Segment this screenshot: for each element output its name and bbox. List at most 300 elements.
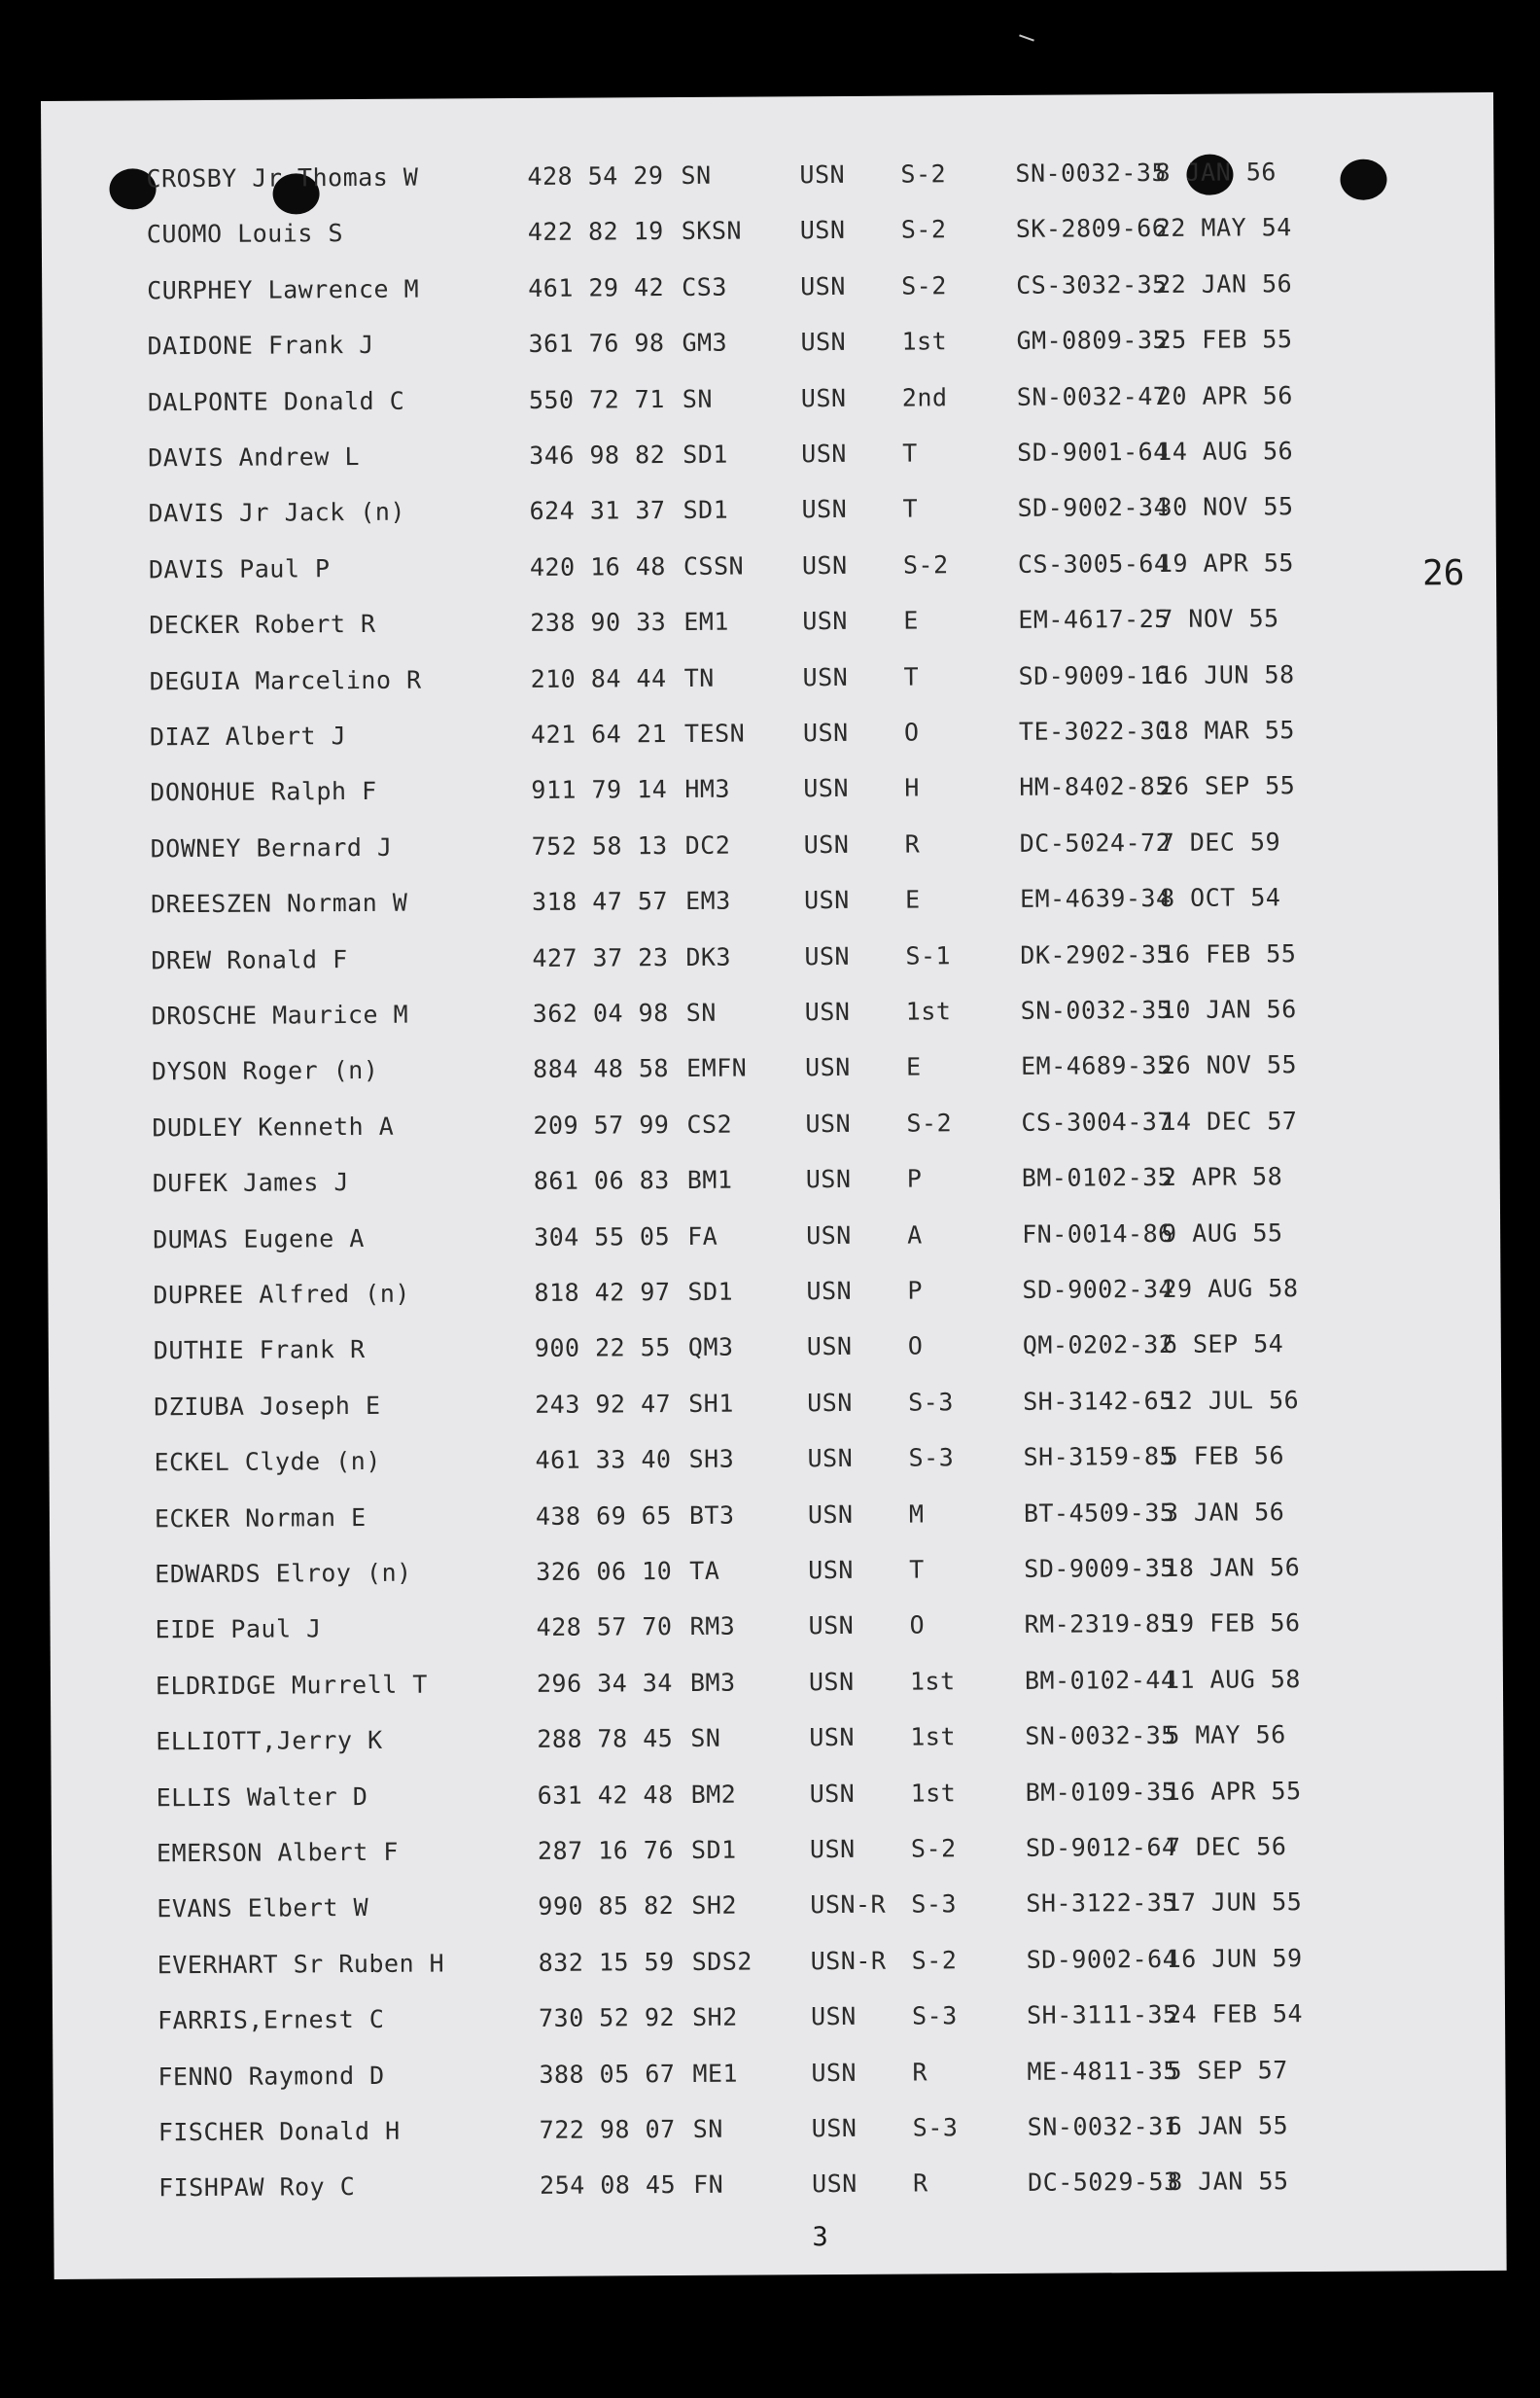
rate: ME1 [692,2059,739,2088]
side-page-mark: 26 [1421,553,1465,594]
date: 7 NOV 55 [1158,604,1279,634]
billet-code: SN-0032-35 [1020,995,1172,1025]
rate: SH2 [691,1891,738,1921]
service-number: 210 84 44 [530,663,667,693]
billet-code: EM-4639-34 [1019,884,1172,914]
billet-code: SK-2809-66 [1015,214,1168,244]
member-name: DROSCHE Maurice M [151,1000,409,1031]
member-name: CURPHEY Lawrence M [147,274,420,305]
roster-row [52,1831,1504,1879]
roster-row [53,2110,1506,2158]
category: S-2 [910,1834,957,1863]
roster-row [45,770,1497,818]
rate: SD1 [687,1277,734,1306]
billet-code: QM-0202-32 [1022,1330,1174,1360]
category: T [902,494,919,523]
component: USN [800,271,846,301]
rate: SN [690,1723,721,1753]
category: 1st [910,1778,957,1808]
service-number: 362 04 98 [532,999,669,1028]
billet-code: CS-3032-35 [1016,269,1168,300]
member-name: EDWARDS Elroy (n) [155,1558,412,1589]
member-name: ECKEL Clyde (n) [154,1447,381,1477]
member-name: DOWNEY Bernard J [150,832,393,864]
service-number: 752 58 13 [531,830,668,861]
date: 16 APR 55 [1165,1776,1302,1806]
component: USN [805,1165,852,1194]
service-number: 861 06 83 [533,1166,670,1196]
member-name: DEGUIA Marcelino R [149,665,422,695]
rate: HM3 [684,775,731,804]
member-name: DREW Ronald F [151,944,348,974]
date: 20 APR 56 [1156,380,1293,410]
member-name: DAVIS Andrew L [148,442,361,473]
billet-code: ME-4811-35 [1027,2056,1178,2086]
service-number: 388 05 67 [539,2059,676,2089]
rate: EM3 [684,886,731,916]
rate: SD1 [682,440,728,469]
billet-code: SD-9002-34 [1022,1274,1174,1304]
component: USN [806,1332,853,1361]
category: S-2 [900,215,947,244]
rate: BM2 [690,1780,737,1809]
date: 26 NOV 55 [1160,1050,1298,1080]
component: USN [803,829,850,860]
component: USN [800,383,847,412]
date: 18 MAR 55 [1158,716,1296,745]
category: S-3 [908,1443,955,1472]
date: 7 DEC 56 [1165,1832,1287,1861]
component: USN-R [810,1890,887,1920]
component: USN [807,1444,854,1473]
member-name: DUDLEY Kenneth A [152,1111,395,1143]
rate: CSSN [682,551,745,581]
roster-row [46,937,1498,985]
roster-row [47,994,1499,1041]
date: 5 MAY 56 [1165,1720,1286,1750]
component: USN [799,159,846,190]
date: 3 JAN 56 [1163,1497,1285,1527]
roster-row [43,379,1495,427]
service-number: 428 54 29 [527,161,664,191]
date: 22 MAY 54 [1155,213,1292,243]
roster-row [45,658,1497,706]
date: 19 APR 55 [1157,547,1294,578]
member-name: CUOMO Louis S [146,219,344,249]
roster-row [50,1496,1502,1543]
billet-code: SN-0032-35 [1015,158,1168,188]
service-number: 296 34 34 [536,1668,674,1698]
member-name: DUFEK James J [152,1168,350,1198]
component: USN [806,1276,853,1306]
service-number: 421 64 21 [530,720,668,749]
category: P [907,1276,924,1305]
service-number: 361 76 98 [528,329,665,359]
category: S-2 [902,550,949,580]
rate: FA [687,1221,718,1251]
billet-code: SD-9009-16 [1018,660,1171,690]
service-number: 818 42 97 [534,1278,671,1307]
rate: SDS2 [691,1947,753,1976]
member-name: DECKER Robert R [149,610,376,640]
date: 14 DEC 57 [1161,1106,1298,1136]
billet-code: SH-3159-85 [1023,1442,1175,1472]
billet-code: SN-0032-31 [1027,2111,1179,2141]
date: 16 JUN 59 [1166,1943,1303,1973]
roster-row [46,882,1498,930]
service-number: 427 37 23 [532,942,669,972]
service-number: 884 48 58 [533,1054,670,1084]
billet-code: SD-9002-64 [1026,1944,1178,1974]
billet-code: BM-0109-35 [1025,1777,1177,1807]
date: 12 JUL 56 [1163,1385,1300,1415]
component: USN [801,550,848,581]
component: USN [807,1499,854,1529]
component: USN [807,1388,853,1418]
service-number: 428 57 70 [536,1612,673,1642]
category: O [903,718,920,747]
roster-row [49,1440,1501,1488]
date: 8 OCT 54 [1159,883,1281,913]
billet-code: SD-9012-64 [1025,1832,1177,1862]
rate: SKSN [681,216,743,246]
service-number: 420 16 48 [529,551,666,582]
member-name: ECKER Norman E [154,1502,367,1533]
roster-row [47,1049,1499,1097]
roster-row [49,1328,1501,1376]
roster-row [52,1943,1505,1991]
category: P [906,1164,923,1193]
service-number: 550 72 71 [528,384,665,414]
category: 1st [909,1667,956,1696]
billet-code: CS-3005-64 [1017,548,1170,579]
rate: GM3 [682,328,728,358]
member-name: DIAZ Albert J [149,722,347,752]
film-edge-mark [1019,34,1034,41]
component: USN [804,997,851,1027]
category: R [912,2058,928,2087]
service-number: 238 90 33 [530,608,667,638]
service-number: 243 92 47 [535,1389,672,1419]
roster-row [44,491,1496,539]
category: S-3 [911,1889,958,1919]
rate: EM1 [683,607,730,637]
rate: DK3 [685,942,732,971]
category: T [902,439,918,468]
member-name: EVERHART Sr Ruben H [157,1949,445,1980]
category: M [908,1499,925,1529]
component: USN [803,774,850,803]
member-name: ELLIS Walter D [156,1781,368,1812]
component: USN [809,1834,856,1864]
roster-row [49,1385,1501,1432]
member-name: DUMAS Eugene A [153,1223,365,1253]
date: 7 DEC 59 [1159,828,1281,857]
service-number: 631 42 48 [537,1780,674,1810]
billet-code: SD-9002-34 [1017,493,1170,523]
category: S-2 [900,159,947,189]
billet-code: DC-5029-53 [1028,2168,1179,2198]
date: 9 AUG 55 [1162,1217,1283,1248]
roster-row [53,2166,1506,2213]
roster-row [48,1217,1500,1264]
component: USN [804,941,851,970]
category: S-2 [906,1109,953,1138]
rate: TA [689,1556,720,1585]
member-name: EVANS Elbert W [157,1893,369,1923]
billet-code: GM-0809-35 [1016,326,1169,356]
member-name: DREESZEN Norman W [150,888,408,919]
service-number: 209 57 99 [533,1110,670,1140]
service-number: 461 33 40 [535,1445,672,1475]
service-number: 624 31 37 [529,496,666,526]
rate: SD1 [682,496,729,525]
roster-row [52,1998,1505,2046]
service-number: 318 47 57 [531,887,669,917]
rate: DC2 [684,830,731,860]
component: USN [810,2002,857,2031]
date: 19 FEB 56 [1164,1608,1301,1639]
roster-row [48,1161,1500,1209]
roster-row [42,212,1494,260]
service-number: 990 85 82 [538,1891,675,1922]
component: USN [799,216,846,245]
roster-row [51,1719,1503,1767]
billet-code: EM-4689-35 [1020,1051,1172,1081]
roster-row [52,2054,1505,2101]
date: 2 APR 58 [1161,1162,1283,1192]
rate: CS3 [682,272,727,301]
service-number: 438 69 65 [535,1500,672,1531]
date: 22 JAN 56 [1156,268,1293,299]
roster-row [43,436,1495,483]
component: USN [802,607,849,636]
service-number: 900 22 55 [534,1333,671,1363]
member-name: DZIUBA Joseph E [154,1391,381,1422]
category: O [907,1331,924,1360]
member-name: EMERSON Albert F [156,1837,399,1868]
member-name: DUTHIE Frank R [153,1335,366,1365]
roster-row [47,1106,1499,1153]
billet-code: HM-8402-85 [1019,772,1171,802]
date: 10 JAN 56 [1160,995,1297,1024]
billet-code: BT-4509-35 [1023,1498,1175,1528]
member-name: DYSON Roger (n) [152,1056,379,1086]
date: 30 NOV 55 [1157,492,1294,522]
date: 24 FEB 54 [1166,1999,1304,2029]
category: S-1 [905,940,952,970]
component: USN [812,2169,858,2199]
component: USN [806,1220,852,1250]
roster-row [45,715,1497,762]
rate: QM3 [687,1333,734,1362]
roster-row [42,268,1494,316]
component: USN [801,495,848,524]
component: USN [809,1723,856,1752]
category: 1st [905,997,952,1026]
category: T [903,662,920,691]
roster-row [48,1273,1500,1321]
billet-code: SD-9009-35 [1024,1553,1175,1583]
component: USN [803,886,850,915]
rate: BM1 [686,1165,733,1195]
service-number: 422 82 19 [527,217,664,247]
date: 6 JAN 55 [1167,2111,1289,2140]
roster-row [51,1607,1503,1655]
service-number: 326 06 10 [536,1557,673,1586]
member-name: DUPREE Alfred (n) [153,1279,410,1310]
billet-code: SH-3122-35 [1026,1888,1177,1919]
component: USN-R [810,1946,887,1975]
component: USN [808,1555,854,1585]
rate: SN [685,998,717,1027]
service-number: 722 98 07 [539,2115,676,2144]
rate: SN [682,384,714,413]
date: 8 JAN 56 [1155,158,1277,187]
billet-code: BM-0102-35 [1021,1163,1173,1193]
member-name: ELDRIDGE Murrell T [155,1670,428,1701]
roster-row [42,324,1494,371]
category: S-2 [911,1946,958,1975]
rate: BT3 [688,1500,735,1530]
rate: CS2 [686,1110,733,1139]
date: 8 JAN 55 [1168,2167,1289,2197]
category: S-3 [912,2113,959,2142]
roster-row [52,1775,1504,1822]
member-name: FENNO Raymond D [158,2061,385,2091]
rate: SH1 [688,1389,734,1418]
date: 5 FEB 56 [1163,1441,1285,1471]
billet-code: RM-2319-85 [1024,1609,1176,1640]
roster-row [51,1664,1503,1711]
component: USN [805,1109,852,1139]
component: USN [808,1611,855,1640]
date: 14 AUG 56 [1157,437,1294,466]
billet-code: TE-3022-30 [1018,716,1171,746]
date: 11 AUG 58 [1164,1664,1301,1694]
category: S-3 [908,1388,954,1417]
category: E [905,1052,922,1081]
member-name: DAVIS Paul P [148,553,331,584]
roster-list [41,92,1493,2203]
billet-code: SN-0032-47 [1016,381,1169,411]
member-name: EIDE Paul J [155,1614,322,1644]
date: 26 SEP 55 [1159,771,1296,801]
member-name: DONOHUE Ralph F [150,777,377,807]
date: 17 JUN 55 [1166,1887,1303,1918]
roster-row [44,603,1496,651]
rate: SN [681,160,712,190]
service-number: 346 98 82 [529,441,666,470]
service-number: 461 29 42 [528,272,665,302]
date: 18 JAN 56 [1164,1553,1301,1582]
rate: EMFN [686,1053,748,1083]
billet-code: BM-0102-44 [1024,1665,1176,1695]
billet-code: SN-0032-35 [1025,1721,1176,1751]
roster-row [44,547,1496,595]
billet-code: SH-3111-35 [1026,2000,1178,2030]
document-page [41,92,1507,2279]
service-number: 730 52 92 [538,2003,676,2033]
component: USN [811,2058,858,2087]
service-number: 304 55 05 [534,1221,671,1252]
rate: TN [683,663,715,692]
billet-code: EM-4617-25 [1018,605,1170,635]
member-name: DAVIS Jr Jack (n) [148,498,406,528]
rate: RM3 [689,1612,736,1641]
member-name: FARRIS,Ernest C [157,2005,385,2035]
component: USN [804,1053,851,1082]
member-name: DAIDONE Frank J [147,331,374,361]
category: H [904,773,920,802]
rate: FN [693,2170,724,2200]
service-number: 832 15 59 [538,1947,675,1977]
rate: SD1 [690,1835,737,1864]
category: 2nd [901,382,948,412]
service-number: 287 16 76 [537,1836,675,1865]
date: 5 SEP 57 [1167,2055,1288,2085]
category: T [909,1555,925,1584]
component: USN [811,2113,858,2143]
rate: SH2 [691,2002,738,2032]
component: USN [800,328,847,357]
rate: SH3 [688,1444,735,1474]
category: E [903,606,919,635]
page-number: 3 [812,2222,828,2253]
date: 6 SEP 54 [1162,1329,1284,1359]
rate: SN [692,2114,723,2143]
category: 1st [910,1722,957,1751]
member-name: ELLIOTT,Jerry K [156,1726,383,1756]
date: 16 JUN 58 [1158,659,1295,689]
category: A [907,1220,923,1250]
service-number: 288 78 45 [537,1724,674,1754]
member-name: FISCHER Donald H [158,2116,401,2147]
date: 29 AUG 58 [1162,1274,1299,1303]
category: R [904,829,921,859]
service-number: 254 08 45 [540,2170,677,2201]
billet-code: CS-3004-37 [1021,1107,1173,1137]
billet-code: SD-9001-64 [1017,437,1169,467]
category: R [913,2169,928,2198]
member-name: CROSBY Jr Thomas W [146,162,419,194]
billet-code: DK-2902-35 [1020,939,1172,970]
member-name: DALPONTE Donald C [147,386,405,416]
billet-code: FN-0014-86 [1022,1218,1173,1249]
roster-row [41,157,1493,204]
billet-code: SH-3142-65 [1023,1386,1174,1416]
category: S-3 [911,2001,958,2030]
category: S-2 [901,271,947,300]
category: E [904,885,921,914]
rate: BM3 [689,1668,736,1697]
date: 25 FEB 55 [1156,325,1293,355]
service-number: 911 79 14 [531,775,668,805]
billet-code: DC-5024-72 [1019,828,1172,858]
component: USN [809,1779,856,1808]
category: O [909,1610,926,1640]
component: USN [808,1667,855,1697]
component: USN [801,439,847,469]
roster-row [52,1887,1504,1934]
component: USN [802,662,849,691]
roster-row [46,827,1498,874]
rate: TESN [683,719,746,748]
date: 16 FEB 55 [1160,938,1297,969]
component: USN [802,718,849,748]
category: 1st [901,327,948,356]
roster-row [50,1552,1502,1600]
